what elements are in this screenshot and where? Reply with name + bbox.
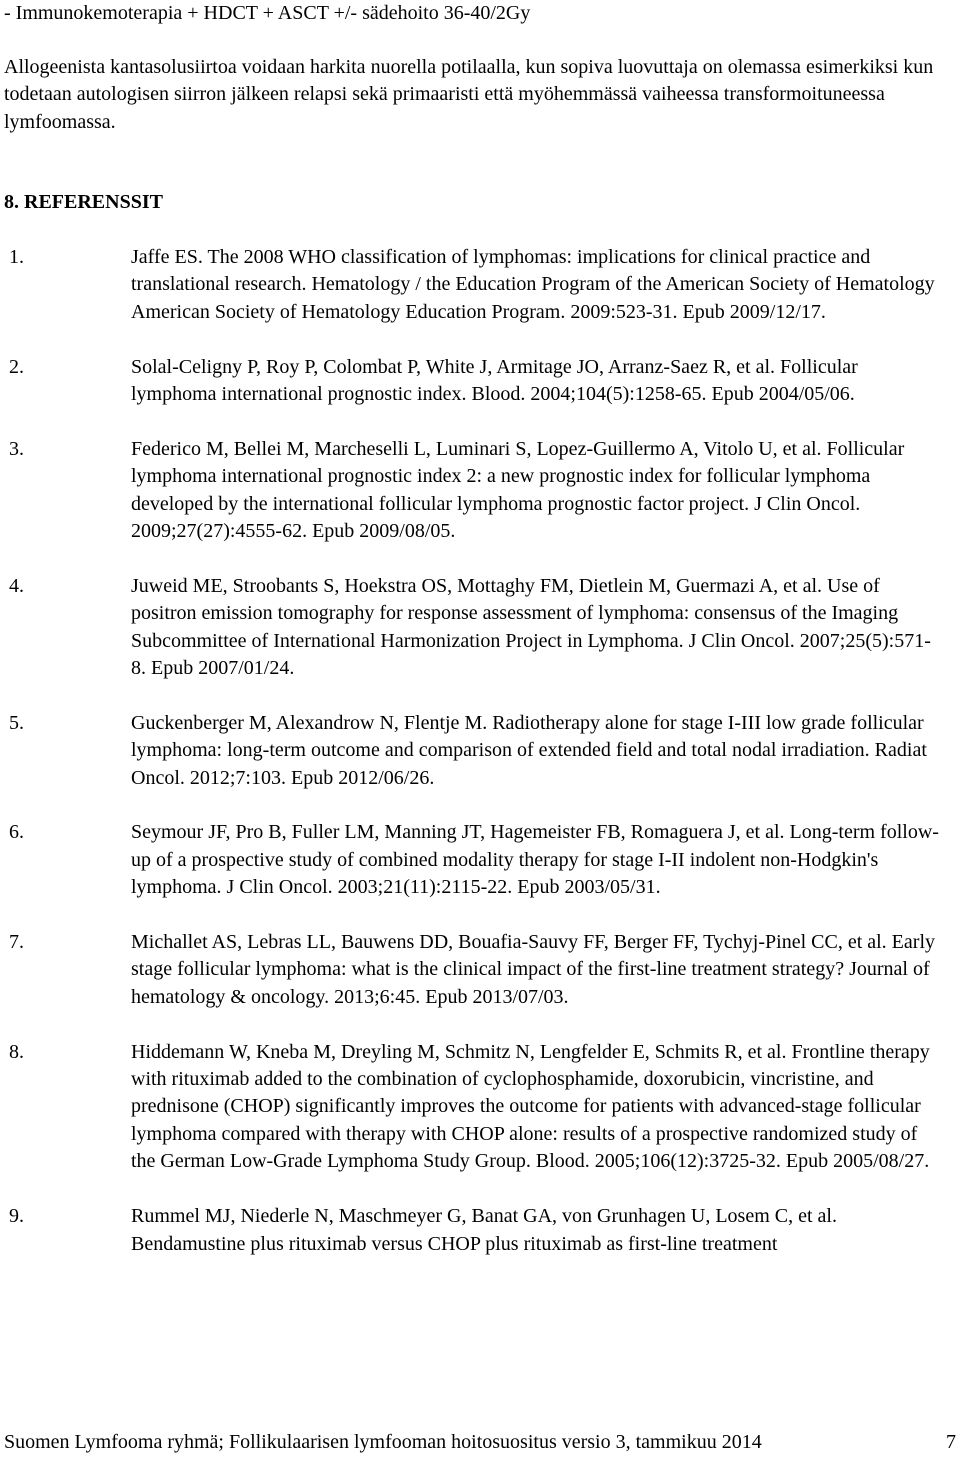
reference-text: Hiddemann W, Kneba M, Dreyling M, Schmitz N, Lengfelder E, Schmits R, et al. Frontline therapy with rituximab added to the combination of cyclophosphamide, doxorubicin, vincristine, and prednisone (CHOP) significantly improves the outcome for patients with advanced-stage follicular lymphoma compared with therapy with CHOP alone: results of a prospective randomized study of the German Low-Grade Lymphoma Study Group. Blood. 2005;106(12):3725-32. Epub 2005/08/27. (131, 1040, 930, 1173)
reference-text: Rummel MJ, Niederle N, Maschmeyer G, Banat GA, von Grunhagen U, Losem C, et al. Bendamustine plus rituximab versus CHOP plus rituximab as first-line treatment (131, 1205, 837, 1255)
reference-text: Juweid ME, Stroobants S, Hoekstra OS, Mottaghy FM, Dietlein M, Guermazi A, et al. Use of positron emission tomography for response assessment of lymphoma: consensus of the Imaging Subcommittee of International Harmonization Project in Lymphoma. J Clin Oncol. 2007;25(5):571-8. Epub 2007/01/24. (131, 574, 931, 680)
intro-paragraph: Allogeenista kantasolusiirtoa voidaan harkita nuorella potilaalla, kun sopiva luovuttaja on olemassa esimerkiksi kun todetaan autologisen siirron jälkeen relapsi sekä primaaristi että myöhemmässä vaiheessa transformoituneessa lymfoomassa. (4, 56, 934, 133)
footer-text: Suomen Lymfooma ryhmä; Follikulaarisen lymfooman hoitosuositus versio 3, tammikuu 2014 (4, 1431, 762, 1453)
reference-item-8 (0, 1039, 960, 1176)
reference-number: 4. (9, 574, 24, 597)
reference-text: Michallet AS, Lebras LL, Bauwens DD, Bouafia-Sauvy FF, Berger FF, Tychyj-Pinel CC, et al. Early stage follicular lymphoma: what is the clinical impact of the first-line treatment strategy? Journal of hematology & oncology. 2013;6:45. Epub 2013/07/03. (131, 931, 935, 1008)
reference-item-2 (0, 354, 960, 409)
reference-text: Guckenberger M, Alexandrow N, Flentje M. Radiotherapy alone for stage I-III low grade follicular lymphoma: long-term outcome and comparison of extended field and total nodal irradiation. Radiat Oncol. 2012;7:103. Epub 2012/06/26. (131, 711, 927, 789)
reference-number: 8. (9, 1040, 24, 1063)
reference-number: 3. (9, 437, 24, 460)
reference-item-9 (0, 1203, 960, 1258)
reference-text: Solal-Celigny P, Roy P, Colombat P, White J, Armitage JO, Arranz-Saez R, et al. Follicular lymphoma international prognostic index. Blood. 2004;104(5):1258-65. Epub 2004/05/06. (131, 355, 858, 406)
reference-text: Federico M, Bellei M, Marcheselli L, Luminari S, Lopez-Guillermo A, Vitolo U, et al. Follicular lymphoma international prognostic index 2: a new prognostic index for follicular lymphoma developed by the international follicular lymphoma prognostic factor project. J Clin Oncol. 2009;27(27):4555-62. Epub 2009/08/05. (131, 437, 905, 543)
reference-number: 2. (9, 355, 24, 378)
reference-item-6 (0, 819, 960, 901)
treatment-line: - Immunokemoterapia + HDCT + ASCT +/- sädehoito 36-40/2Gy (4, 2, 531, 24)
reference-number: 1. (9, 246, 24, 268)
reference-item-1 (0, 244, 960, 326)
reference-number: 6. (9, 821, 24, 844)
section-heading: 8. REFERENSSIT (4, 191, 163, 213)
reference-item-4 (0, 573, 960, 683)
reference-number: 9. (9, 1205, 24, 1228)
reference-number: 5. (9, 711, 24, 734)
page-footer (4, 1429, 956, 1456)
reference-text: Seymour JF, Pro B, Fuller LM, Manning JT, Hagemeister FB, Romaguera J, et al. Long-term follow-up of a prospective study of combined modality therapy for stage I-II indolent non-Hodgkin's lymphoma. J Clin Oncol. 2003;21(11):2115-22. Epub 2003/05/31. (131, 821, 939, 899)
reference-text: Jaffe ES. The 2008 WHO classification of lymphomas: implications for clinical practice and translational research. Hematology / the Education Program of the American Society of Hematology American Society of Hematology Education Program. 2009:523-31. Epub 2009/12/17. (131, 246, 935, 323)
page-number: 7 (946, 1431, 956, 1453)
reference-number: 7. (9, 931, 24, 954)
reference-list (0, 244, 960, 1285)
reference-item-5 (0, 710, 960, 792)
reference-item-3 (0, 436, 960, 546)
reference-item-7 (0, 929, 960, 1011)
